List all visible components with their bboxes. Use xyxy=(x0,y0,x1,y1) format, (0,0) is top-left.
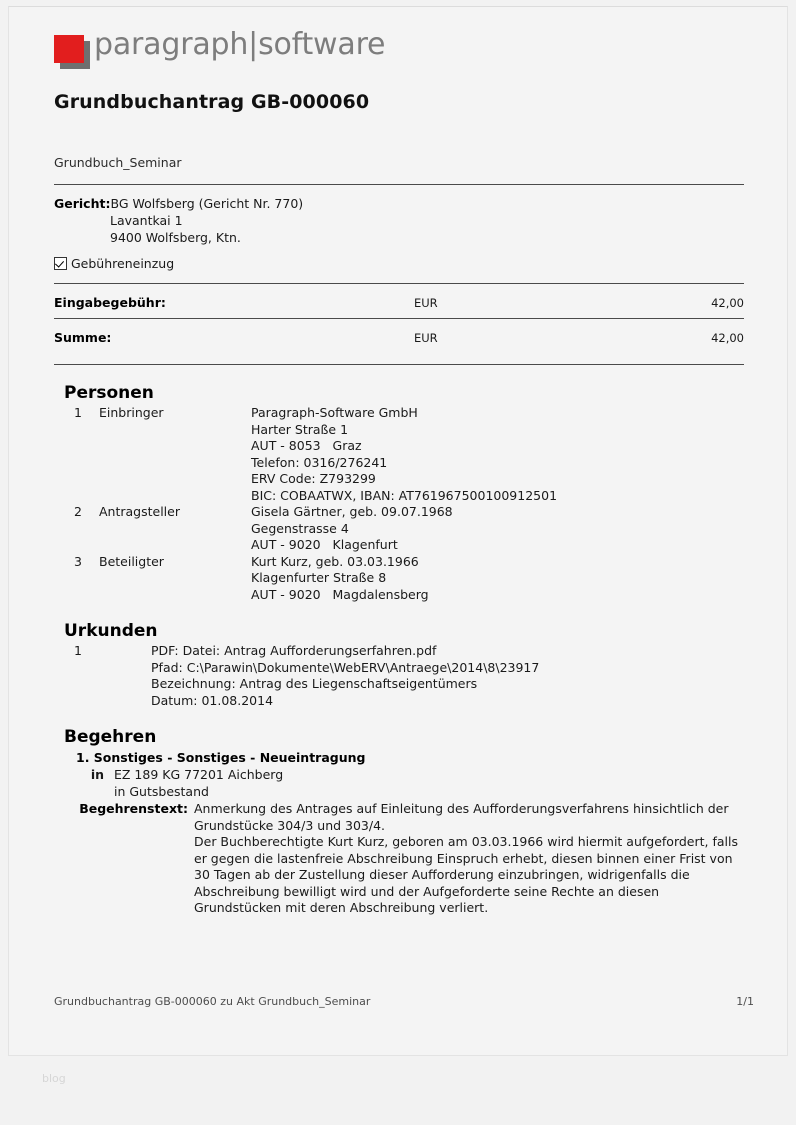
document-details xyxy=(151,643,744,709)
court-block xyxy=(54,195,744,246)
request-in-line: in Gutsbestand xyxy=(114,783,209,799)
checkbox-icon[interactable] xyxy=(54,257,67,270)
fee-collection-row[interactable] xyxy=(54,256,744,271)
document-detail-line: Pfad: C:\Parawin\Dokumente\WebERV\Antraege\2014\8\23917 xyxy=(151,659,540,675)
section-heading-persons: Personen xyxy=(64,383,154,403)
footer-reference: Grundbuchantrag GB-000060 zu Akt Grundbuch_Seminar xyxy=(54,995,371,1008)
person-index: 1 xyxy=(74,405,82,420)
person-detail-line: AUT - 9020 Klagenfurt xyxy=(251,537,398,552)
logo-wordmark: paragraph|software xyxy=(94,27,386,62)
logo-square-icon xyxy=(54,35,90,69)
brand-logo xyxy=(54,25,744,77)
fee-label: Eingabegebühr: xyxy=(54,295,166,310)
fee-collection-label: Gebühreneinzug xyxy=(71,256,175,271)
person-detail-line: Gegenstrasse 4 xyxy=(251,520,349,536)
request-text-label: Begehrenstext: xyxy=(79,801,188,816)
fee-currency: EUR xyxy=(414,331,438,345)
document-detail-line: Datum: 01.08.2014 xyxy=(151,692,274,708)
court-name-row xyxy=(54,195,744,212)
person-role: Beteiligter xyxy=(99,553,164,569)
person-detail-line: Harter Straße 1 xyxy=(251,421,349,437)
court-street: Lavantkai 1 xyxy=(110,213,183,228)
court-name: BG Wolfsberg (Gericht Nr. 770) xyxy=(110,196,304,211)
page-title: Grundbuchantrag GB-000060 xyxy=(54,91,370,113)
fee-amount: 42,00 xyxy=(711,296,744,310)
court-label: Gericht: xyxy=(54,196,111,211)
akt-reference: Grundbuch_Seminar xyxy=(54,155,182,170)
request-in-block xyxy=(54,767,744,800)
document-page xyxy=(8,6,788,1056)
footer-page-number: 1/1 xyxy=(736,995,754,1008)
person-detail-line: ERV Code: Z793299 xyxy=(251,471,376,486)
person-role: Antragsteller xyxy=(99,504,180,519)
person-index: 2 xyxy=(74,504,82,519)
table-row xyxy=(54,283,744,318)
section-heading-requests: Begehren xyxy=(64,727,157,747)
fees-table xyxy=(54,283,744,365)
logo-red-square xyxy=(54,35,84,63)
person-role: Einbringer xyxy=(99,405,164,420)
person-detail-line: Paragraph-Software GmbH xyxy=(251,405,418,420)
request-in-values xyxy=(114,767,283,800)
document-index: 1 xyxy=(74,643,82,658)
person-row xyxy=(54,554,744,604)
request-in-line: EZ 189 KG 77201 Aichberg xyxy=(114,767,284,782)
page-footer xyxy=(54,995,754,1008)
fee-currency: EUR xyxy=(414,296,438,310)
person-detail-line: AUT - 8053 Graz xyxy=(251,438,362,453)
request-text-values xyxy=(194,801,739,917)
court-city: 9400 Wolfsberg, Ktn. xyxy=(110,230,241,245)
fee-label: Summe: xyxy=(54,330,112,345)
table-row xyxy=(54,318,744,353)
divider-fees-bottom xyxy=(54,364,744,365)
person-detail-line: Kurt Kurz, geb. 03.03.1966 xyxy=(251,553,419,569)
person-details xyxy=(251,554,744,604)
divider-top xyxy=(54,184,744,185)
person-row xyxy=(54,504,744,554)
section-heading-documents: Urkunden xyxy=(64,621,158,641)
person-details xyxy=(251,504,744,554)
request-item-title: 1. Sonstiges - Sonstiges - Neueintragung xyxy=(76,750,366,765)
watermark-label: blog xyxy=(42,1072,66,1085)
request-text-block xyxy=(54,801,744,917)
fee-amount: 42,00 xyxy=(711,331,744,345)
request-text-paragraph: Der Buchberechtigte Kurt Kurz, geboren am 03.03.1966 wird hiermit aufgefordert, falls er gegen die lastenfreie Abschreibung Einspruch erhebt, diesen binnen einer Frist von 30 Tagen ab der Zustellung dieser Aufforderung einzubringen, widrigenfalls die Abschreibung bewilligt wird und der Aufgeforderte seine Rechte an diesen Grundstücken mit deren Abschreibung verliert. xyxy=(194,834,738,915)
document-detail-line: PDF: Datei: Antrag Aufforderungserfahren.pdf xyxy=(151,643,437,658)
person-detail-line: Gisela Gärtner, geb. 09.07.1968 xyxy=(251,504,453,519)
request-in-label: in xyxy=(90,767,104,782)
person-detail-line: Telefon: 0316/276241 xyxy=(251,454,388,470)
person-index: 3 xyxy=(74,553,82,569)
page-content xyxy=(54,25,744,917)
person-row xyxy=(54,405,744,504)
document-detail-line: Bezeichnung: Antrag des Liegenschaftseigentümers xyxy=(151,676,478,691)
person-detail-line: BIC: COBAATWX, IBAN: AT761967500100912501 xyxy=(251,487,558,503)
document-row xyxy=(54,643,744,709)
person-details xyxy=(251,405,744,504)
person-detail-line: AUT - 9020 Magdalensberg xyxy=(251,586,429,602)
person-detail-line: Klagenfurter Straße 8 xyxy=(251,570,387,585)
request-text-paragraph: Anmerkung des Antrages auf Einleitung des Aufforderungsverfahrens hinsichtlich der Grundstücke 304/3 und 303/4. xyxy=(194,801,729,833)
